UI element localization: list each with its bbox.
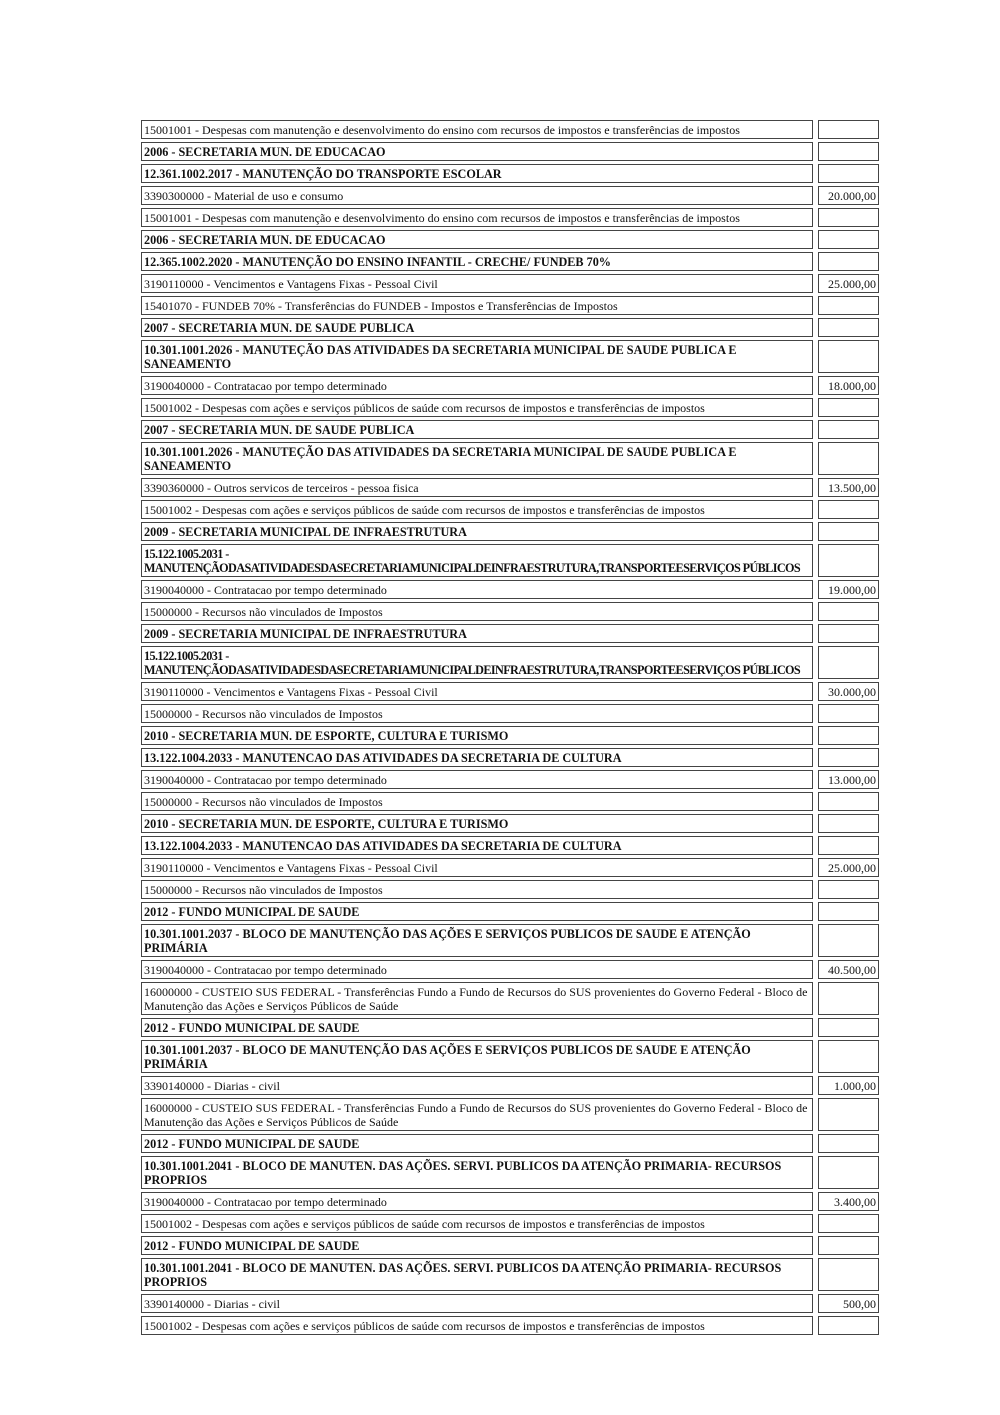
section-header-row <box>141 836 879 855</box>
row-description: 3190040000 - Contratacao por tempo determinado <box>141 770 813 789</box>
row-value: 500,00 <box>818 1294 879 1313</box>
row-description: 2012 - FUNDO MUNICIPAL DE SAUDE <box>141 1018 813 1037</box>
row-description: 2012 - FUNDO MUNICIPAL DE SAUDE <box>141 1236 813 1255</box>
table-row <box>141 858 879 877</box>
table-row <box>141 880 879 899</box>
table-row <box>141 376 879 395</box>
row-value: 13.500,00 <box>818 478 879 497</box>
row-description: 15000000 - Recursos não vinculados de Impostos <box>141 880 813 899</box>
row-value <box>818 164 879 183</box>
row-value <box>818 230 879 249</box>
row-value <box>818 726 879 745</box>
row-value <box>818 748 879 767</box>
table-row <box>141 960 879 979</box>
section-header-row <box>141 230 879 249</box>
row-value <box>818 420 879 439</box>
row-description: 10.301.1001.2037 - BLOCO DE MANUTENÇÃO DAS AÇÕES E SERVIÇOS PUBLICOS DE SAUDE E ATENÇÃO PRIMÁRIA <box>141 924 813 957</box>
section-header-row <box>141 1040 879 1073</box>
table-row <box>141 1316 879 1335</box>
row-value <box>818 836 879 855</box>
row-value: 3.400,00 <box>818 1192 879 1211</box>
row-description: 2009 - SECRETARIA MUNICIPAL DE INFRAESTRUTURA <box>141 522 813 541</box>
table-row <box>141 704 879 723</box>
row-value <box>818 814 879 833</box>
row-description: 3190110000 - Vencimentos e Vantagens Fixas - Pessoal Civil <box>141 858 813 877</box>
table-row <box>141 500 879 519</box>
row-description: 10.301.1001.2041 - BLOCO DE MANUTEN. DAS AÇÕES. SERVI. PUBLICOS DA ATENÇÃO PRIMARIA- RECURSOS PROPRIOS <box>141 1258 813 1291</box>
row-description: 15001002 - Despesas com ações e serviços públicos de saúde com recursos de impostos e transferências de impostos <box>141 500 813 519</box>
section-header-row <box>141 318 879 337</box>
row-description: 10.301.1001.2041 - BLOCO DE MANUTEN. DAS AÇÕES. SERVI. PUBLICOS DA ATENÇÃO PRIMARIA- RECURSOS PROPRIOS <box>141 1156 813 1189</box>
table-row <box>141 982 879 1015</box>
row-value <box>818 982 879 1015</box>
row-description: 15001002 - Despesas com ações e serviços públicos de saúde com recursos de impostos e transferências de impostos <box>141 1214 813 1233</box>
table-row <box>141 208 879 227</box>
row-value <box>818 624 879 643</box>
row-value <box>818 1156 879 1189</box>
row-description: 3390140000 - Diarias - civil <box>141 1294 813 1313</box>
table-row <box>141 120 879 139</box>
table-row <box>141 1098 879 1131</box>
row-value: 18.000,00 <box>818 376 879 395</box>
section-header-row <box>141 442 879 475</box>
section-header-row <box>141 726 879 745</box>
row-description: 13.122.1004.2033 - MANUTENCAO DAS ATIVIDADES DA SECRETARIA DE CULTURA <box>141 748 813 767</box>
section-header-row <box>141 142 879 161</box>
table-row <box>141 1294 879 1313</box>
section-header-row <box>141 252 879 271</box>
row-value <box>818 646 879 679</box>
row-value <box>818 1214 879 1233</box>
table-row <box>141 274 879 293</box>
section-header-row <box>141 164 879 183</box>
row-value <box>818 500 879 519</box>
row-description: 3190040000 - Contratacao por tempo determinado <box>141 376 813 395</box>
row-value <box>818 120 879 139</box>
row-value <box>818 208 879 227</box>
row-value <box>818 398 879 417</box>
row-description: 15001002 - Despesas com ações e serviços públicos de saúde com recursos de impostos e transferências de impostos <box>141 398 813 417</box>
section-header-row <box>141 1236 879 1255</box>
section-header-row <box>141 646 879 679</box>
section-header-row <box>141 1156 879 1189</box>
row-value <box>818 1040 879 1073</box>
row-description: 15001001 - Despesas com manutenção e desenvolvimento do ensino com recursos de impostos e transferências de impostos <box>141 120 813 139</box>
row-value: 20.000,00 <box>818 186 879 205</box>
row-description: 2007 - SECRETARIA MUN. DE SAUDE PUBLICA <box>141 420 813 439</box>
row-description: 12.365.1002.2020 - MANUTENÇÃO DO ENSINO INFANTIL - CRECHE/ FUNDEB 70% <box>141 252 813 271</box>
row-description: 3190040000 - Contratacao por tempo determinado <box>141 1192 813 1211</box>
row-description: 15000000 - Recursos não vinculados de Impostos <box>141 704 813 723</box>
table-row <box>141 1076 879 1095</box>
row-description: 2012 - FUNDO MUNICIPAL DE SAUDE <box>141 1134 813 1153</box>
row-value <box>818 704 879 723</box>
row-description: 3390300000 - Material de uso e consumo <box>141 186 813 205</box>
table-row <box>141 580 879 599</box>
row-value <box>818 792 879 811</box>
row-value <box>818 902 879 921</box>
row-description: 16000000 - CUSTEIO SUS FEDERAL - Transferências Fundo a Fundo de Recursos do SUS provenientes do Governo Federal - Bloco de Manutenção das Ações e Serviços Públicos de Saúde <box>141 1098 813 1131</box>
table-row <box>141 792 879 811</box>
row-description: 15.122.1005.2031 - MANUTENÇÃODASATIVIDADESDASECRETARIAMUNICIPALDEINFRAESTRUTURA,TRANSPORTEESERVIÇOS PÚBLICOS <box>141 544 813 577</box>
row-description: 12.361.1002.2017 - MANUTENÇÃO DO TRANSPORTE ESCOLAR <box>141 164 813 183</box>
row-description: 13.122.1004.2033 - MANUTENCAO DAS ATIVIDADES DA SECRETARIA DE CULTURA <box>141 836 813 855</box>
row-description: 15401070 - FUNDEB 70% - Transferências do FUNDEB - Impostos e Transferências de Impostos <box>141 296 813 315</box>
section-header-row <box>141 1258 879 1291</box>
row-description: 2006 - SECRETARIA MUN. DE EDUCACAO <box>141 230 813 249</box>
row-value <box>818 142 879 161</box>
section-header-row <box>141 544 879 577</box>
section-header-row <box>141 420 879 439</box>
row-value: 19.000,00 <box>818 580 879 599</box>
row-value <box>818 1316 879 1335</box>
table-row <box>141 682 879 701</box>
row-value <box>818 522 879 541</box>
row-value <box>818 340 879 373</box>
table-row <box>141 770 879 789</box>
section-header-row <box>141 902 879 921</box>
row-value: 40.500,00 <box>818 960 879 979</box>
row-description: 15.122.1005.2031 - MANUTENÇÃODASATIVIDADESDASECRETARIAMUNICIPALDEINFRAESTRUTURA,TRANSPORTEESERVIÇOS PÚBLICOS <box>141 646 813 679</box>
row-description: 2010 - SECRETARIA MUN. DE ESPORTE, CULTURA E TURISMO <box>141 814 813 833</box>
row-description: 3390360000 - Outros servicos de terceiros - pessoa fisica <box>141 478 813 497</box>
row-description: 15000000 - Recursos não vinculados de Impostos <box>141 792 813 811</box>
row-description: 15000000 - Recursos não vinculados de Impostos <box>141 602 813 621</box>
row-value <box>818 1134 879 1153</box>
table-row <box>141 1192 879 1211</box>
row-value <box>818 1258 879 1291</box>
section-header-row <box>141 748 879 767</box>
row-value <box>818 442 879 475</box>
row-value <box>818 924 879 957</box>
row-value <box>818 1018 879 1037</box>
row-description: 2012 - FUNDO MUNICIPAL DE SAUDE <box>141 902 813 921</box>
table-row <box>141 398 879 417</box>
row-value <box>818 252 879 271</box>
row-description: 10.301.1001.2026 - MANUTEÇÃO DAS ATIVIDADES DA SECRETARIA MUNICIPAL DE SAUDE PUBLICA E SANEAMENTO <box>141 340 813 373</box>
section-header-row <box>141 814 879 833</box>
table-row <box>141 296 879 315</box>
table-row <box>141 186 879 205</box>
table-row <box>141 478 879 497</box>
row-description: 15001001 - Despesas com manutenção e desenvolvimento do ensino com recursos de impostos e transferências de impostos <box>141 208 813 227</box>
row-description: 3190040000 - Contratacao por tempo determinado <box>141 960 813 979</box>
table-row <box>141 602 879 621</box>
row-value: 25.000,00 <box>818 858 879 877</box>
row-value <box>818 880 879 899</box>
row-description: 10.301.1001.2037 - BLOCO DE MANUTENÇÃO DAS AÇÕES E SERVIÇOS PUBLICOS DE SAUDE E ATENÇÃO PRIMÁRIA <box>141 1040 813 1073</box>
row-value <box>818 602 879 621</box>
row-description: 10.301.1001.2026 - MANUTEÇÃO DAS ATIVIDADES DA SECRETARIA MUNICIPAL DE SAUDE PUBLICA E SANEAMENTO <box>141 442 813 475</box>
row-value <box>818 1236 879 1255</box>
section-header-row <box>141 340 879 373</box>
table-row <box>141 1214 879 1233</box>
row-description: 3390140000 - Diarias - civil <box>141 1076 813 1095</box>
section-header-row <box>141 1018 879 1037</box>
row-value: 13.000,00 <box>818 770 879 789</box>
row-value: 25.000,00 <box>818 274 879 293</box>
row-description: 2006 - SECRETARIA MUN. DE EDUCACAO <box>141 142 813 161</box>
row-value <box>818 296 879 315</box>
row-description: 2009 - SECRETARIA MUNICIPAL DE INFRAESTRUTURA <box>141 624 813 643</box>
row-description: 3190110000 - Vencimentos e Vantagens Fixas - Pessoal Civil <box>141 274 813 293</box>
row-value: 1.000,00 <box>818 1076 879 1095</box>
section-header-row <box>141 1134 879 1153</box>
row-value: 30.000,00 <box>818 682 879 701</box>
row-value <box>818 1098 879 1131</box>
row-description: 3190040000 - Contratacao por tempo determinado <box>141 580 813 599</box>
section-header-row <box>141 924 879 957</box>
row-description: 3190110000 - Vencimentos e Vantagens Fixas - Pessoal Civil <box>141 682 813 701</box>
row-description: 2007 - SECRETARIA MUN. DE SAUDE PUBLICA <box>141 318 813 337</box>
row-description: 16000000 - CUSTEIO SUS FEDERAL - Transferências Fundo a Fundo de Recursos do SUS provenientes do Governo Federal - Bloco de Manutenção das Ações e Serviços Públicos de Saúde <box>141 982 813 1015</box>
row-description: 2010 - SECRETARIA MUN. DE ESPORTE, CULTURA E TURISMO <box>141 726 813 745</box>
section-header-row <box>141 522 879 541</box>
row-value <box>818 318 879 337</box>
row-description: 15001002 - Despesas com ações e serviços públicos de saúde com recursos de impostos e transferências de impostos <box>141 1316 813 1335</box>
row-value <box>818 544 879 577</box>
budget-table <box>141 120 879 1338</box>
section-header-row <box>141 624 879 643</box>
